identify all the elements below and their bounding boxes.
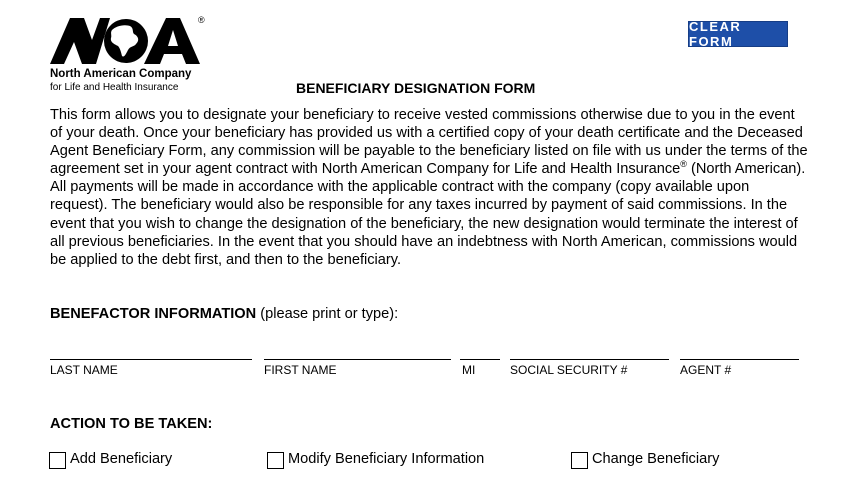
north-american-company-logo [48, 14, 208, 74]
agent-number-field [680, 359, 799, 360]
ssn-label: SOCIAL SECURITY # [510, 363, 628, 377]
intro-text-part1: This form allows you to designate your beneficiary to receive vested commissions otherwise due to you in the event of your death. Once your beneficiary has provided us with a certified copy of your death certificate and the Deceased Agent Beneficiary Form, any commission will be payable to the beneficiary listed on file with us under the terms of the agreement set in your agent contract with North American Company for Life and Health Insurance [50, 107, 808, 178]
benefactor-heading-note: (please print or type): [256, 306, 399, 322]
middle-initial-label: MI [462, 363, 476, 377]
benefactor-heading [50, 306, 398, 322]
first-name-field [264, 359, 451, 360]
agent-number-input[interactable] [680, 340, 799, 358]
action-heading: ACTION TO BE TAKEN: [50, 416, 213, 432]
ssn-field [510, 359, 669, 360]
clear-form-button[interactable]: CLEAR FORM [688, 21, 788, 47]
add-beneficiary-label: Add Beneficiary [70, 451, 173, 467]
company-subtitle: for Life and Health Insurance [50, 82, 179, 93]
change-beneficiary-checkbox[interactable] [571, 452, 588, 469]
benefactor-heading-title: BENEFACTOR INFORMATION [50, 306, 257, 322]
ssn-input[interactable] [510, 340, 669, 358]
first-name-label: FIRST NAME [264, 363, 337, 377]
add-beneficiary-checkbox[interactable] [49, 452, 66, 469]
change-beneficiary-label: Change Beneficiary [592, 451, 720, 467]
agent-number-label: AGENT # [680, 363, 732, 377]
registered-mark: ® [198, 15, 205, 25]
middle-initial-input[interactable] [460, 340, 500, 358]
last-name-input[interactable] [50, 340, 252, 358]
first-name-input[interactable] [264, 340, 451, 358]
last-name-label: LAST NAME [50, 363, 118, 377]
form-title: BENEFICIARY DESIGNATION FORM [296, 80, 536, 96]
modify-beneficiary-checkbox[interactable] [267, 452, 284, 469]
last-name-field [50, 359, 252, 360]
registered-mark: ® [680, 159, 687, 170]
intro-text-part2: (North American). All payments will be made in accordance with the applicable contract with the company (copy available upon request). The beneficiary would also be responsible for any taxes incurred by payment of said commissions. In the event that you wish to change the designation of the beneficiary, the new designation would terminate the interest of all previous beneficiaries. In the event that you should have an indebtness with North American, commissions would be applied to the debt first, and then to the beneficiary. [50, 161, 806, 268]
middle-initial-field [460, 359, 500, 360]
modify-beneficiary-label: Modify Beneficiary Information [288, 451, 485, 467]
company-name: North American Company [50, 68, 192, 80]
intro-paragraph [50, 106, 810, 269]
